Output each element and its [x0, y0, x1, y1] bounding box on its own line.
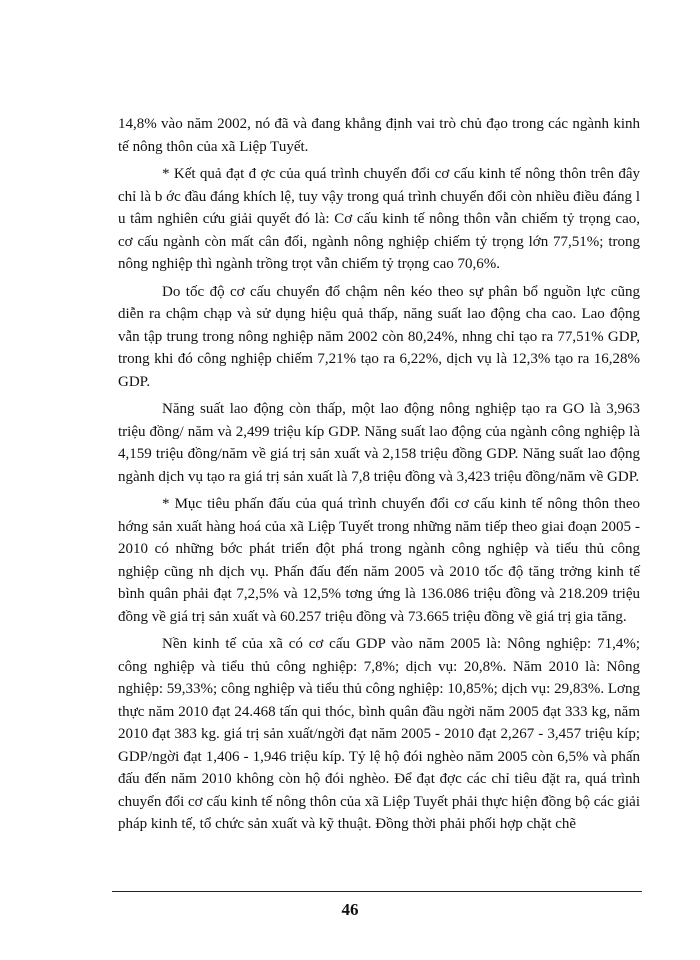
page-number: 46 [341, 900, 359, 919]
paragraph-5: * Mục tiêu phấn đấu của quá trình chuyển đổi cơ cấu kinh tế nông thôn theo hớng sản xuất hàng hoá của xã Liệp Tuyết trong những năm tiếp theo giai đoạn 2005 - 2010 có những bớc phát triển đột phá trong ngành công nghiệp và tiểu thủ công nghiệp cũng nh dịch vụ. Phấn đấu đến năm 2005 và 2010 tốc độ tăng trởng kinh tế bình quân phải đạt 7,2,5% và 12,5% tơng ứng là 136.086 triệu đồng và 218.209 triệu đồng về giá trị sản xuất và 60.257 triệu đồng và 73.665 triệu đồng về giá trị gia tăng. [118, 496, 640, 625]
paragraph-4: Năng suất lao động còn thấp, một lao động nông nghiệp tạo ra GO là 3,963 triệu đồng/ năm và 2,499 triệu kíp GDP. Năng suất lao động của ngành công nghiệp là 4,159 triệu đồng/năm về giá trị sản xuất và 2,158 triệu đồng GDP. Năng suất lao động ngành dịch vụ tạo ra giá trị sản xuất là 7,8 triệu đồng và 3,423 triệu đồng/năm về GDP. [118, 401, 640, 485]
paragraph-2: * Kết quả đạt đ ợc của quá trình chuyển đổi cơ cấu kinh tế nông thôn trên đây chỉ là b ớc đầu đáng khích lệ, tuy vậy trong quá trình chuyển đổi còn nhiều điều đáng l u tâm nghiên cứu giải quyết đó là: Cơ cấu kinh tế nông thôn vẫn chiếm tỷ trọng cao, cơ cấu ngành còn mất cân đối, ngành nông nghiệp chiếm tỷ trọng lớn 77,51%; trong nông nghiệp thì ngành trồng trọt vẫn chiếm tỷ trọng cao 70,6%. [118, 166, 640, 272]
footer-divider [112, 891, 642, 892]
paragraph-3: Do tốc độ cơ cấu chuyển đổ chậm nên kéo theo sự phân bổ nguồn lực cũng diễn ra chậm chạp và sử dụng hiệu quả thấp, năng suất lao động cha cao. Lao động vẫn tập trung trong nông nghiệp năm 2002 còn 80,24%, nhng chỉ tạo ra 77,51% GDP, trong khi đó công nghiệp chiếm 7,21% tạo ra 6,22%, dịch vụ là 12,3% tạo ra 16,28% GDP. [118, 283, 640, 390]
paragraph-6: Nền kinh tế của xã có cơ cấu GDP vào năm 2005 là: Nông nghiệp: 71,4%; công nghiệp và tiểu thủ công nghiệp: 7,8%; dịch vụ: 20,8%. Năm 2010 là: Nông nghiệp: 59,33%; công nghiệp và tiểu thủ công nghiệp: 10,85%; dịch vụ: 29,83%. Lơng thực năm 2010 đạt 24.468 tấn qui thóc, bình quân đầu ngời năm 2005 đạt 333 kg, năm 2010 đạt 383 kg. giá trị sản xuất/ngời đạt năm 2005 - 2010 đạt 2,267 - 3,457 triệu kíp; GDP/ngời đạt 1,406 - 1,946 triệu kíp. Tỷ lệ hộ đói nghèo năm 2005 còn 6,5% và phấn đấu đến năm 2010 không còn hộ đói nghèo. Để đạt đợc các chỉ tiêu đặt ra, quá trình chuyển đổi cơ cấu kinh tế nông thôn của xã Liệp Tuyết phải thực hiện đồng bộ các giải pháp kinh tế, tổ chức sản xuất và kỹ thuật. Đồng thời phải phối hợp chặt chẽ [118, 636, 640, 832]
body-text [118, 113, 640, 841]
paragraph-1: 14,8% vào năm 2002, nó đã và đang khẳng định vai trò chủ đạo trong các ngành kinh tế nông thôn của xã Liệp Tuyết. [118, 116, 640, 155]
